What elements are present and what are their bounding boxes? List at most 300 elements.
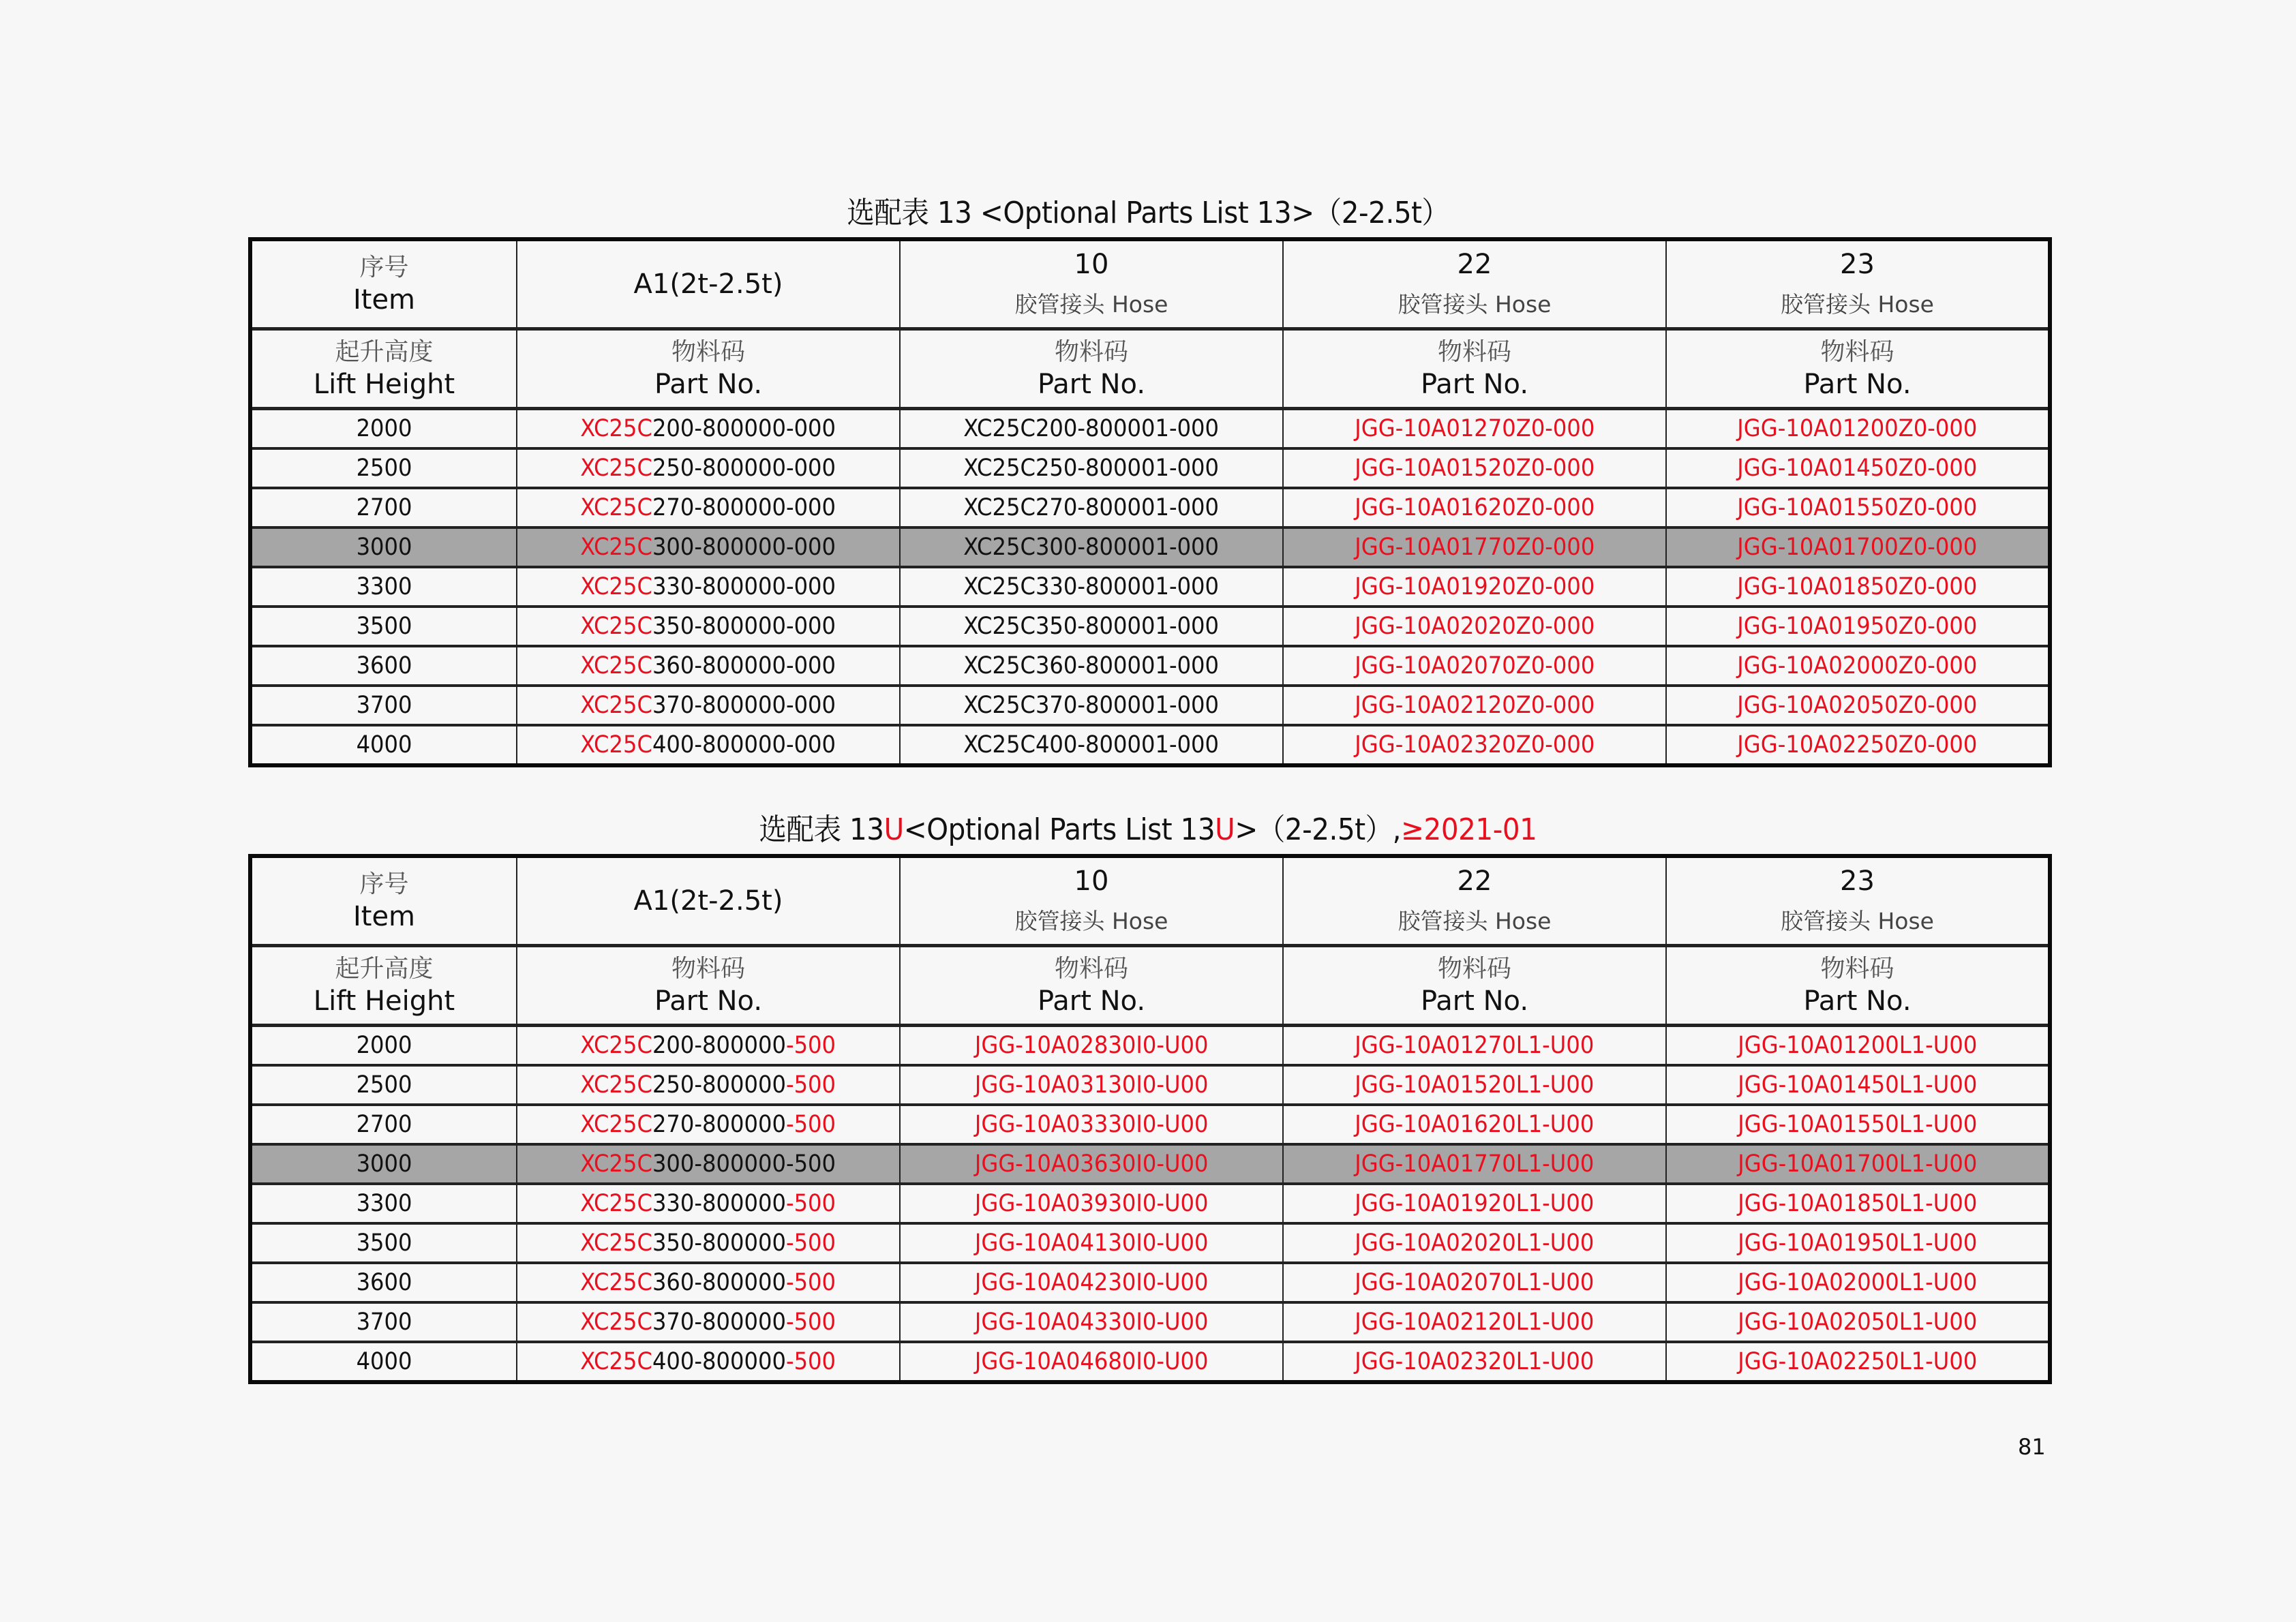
col10-partno-cell-text bbox=[975, 1229, 1209, 1257]
optional-parts-table-13 bbox=[248, 237, 2052, 767]
col10-partno-cell-text bbox=[975, 1269, 1209, 1296]
lift-height-header bbox=[250, 946, 517, 1026]
column-number: 22 bbox=[1457, 249, 1492, 280]
col10-partno-cell bbox=[900, 646, 1283, 686]
item-header-cell bbox=[250, 856, 517, 946]
a1-partno-cell bbox=[517, 686, 900, 725]
col22-partno-cell-text bbox=[1355, 1190, 1594, 1217]
table-row bbox=[250, 448, 2050, 488]
cell-segment: JGG-10A02070L1-U00 bbox=[1355, 1269, 1595, 1296]
partno-label-en: Part No. bbox=[1420, 369, 1529, 400]
col22-partno-cell-text bbox=[1355, 1071, 1594, 1099]
col22-partno-cell-text bbox=[1355, 494, 1595, 521]
cell-segment: JGG-10A01270Z0-000 bbox=[1354, 415, 1595, 442]
cell-segment: XC25C bbox=[580, 1229, 653, 1257]
cell-segment: -500 bbox=[786, 1190, 836, 1217]
a1-partno-cell-text bbox=[581, 494, 836, 521]
cell-segment: XC25C370-800001-000 bbox=[963, 692, 1220, 719]
a1-partno-cell-text bbox=[581, 573, 836, 600]
col10-partno-cell-text bbox=[964, 573, 1220, 600]
col10-partno-cell bbox=[900, 488, 1283, 527]
partno-header bbox=[517, 329, 900, 409]
a1-partno-cell-text bbox=[581, 1309, 836, 1336]
partno-header bbox=[1283, 946, 1666, 1026]
cell-segment: XC25C bbox=[580, 613, 653, 640]
lift-height-cell-text bbox=[357, 1309, 412, 1336]
col23-partno-cell bbox=[1666, 686, 2050, 725]
col10-partno-cell bbox=[900, 607, 1283, 646]
col10-partno-cell-text bbox=[964, 692, 1220, 719]
cell-segment: 4000 bbox=[356, 1348, 412, 1375]
cell-segment: XC25C bbox=[580, 1269, 653, 1296]
cell-segment: 3500 bbox=[356, 613, 412, 640]
col10-partno-cell-text bbox=[975, 1150, 1209, 1178]
col10-partno-cell-text bbox=[975, 1111, 1209, 1138]
item-header-cell bbox=[250, 239, 517, 329]
header-row-partno bbox=[250, 329, 2050, 409]
cell-segment: 360-800000-000 bbox=[652, 652, 836, 679]
col22-partno-cell bbox=[1283, 1302, 1666, 1342]
cell-segment: XC25C360-800001-000 bbox=[963, 652, 1220, 679]
partno-header bbox=[900, 329, 1283, 409]
col22-partno-cell bbox=[1283, 409, 1666, 449]
col22-partno-cell-text bbox=[1355, 455, 1595, 482]
a1-partno-cell-text bbox=[581, 415, 836, 442]
cell-segment: 330-800000 bbox=[652, 1190, 787, 1217]
cell-segment: JGG-10A02050L1-U00 bbox=[1737, 1309, 1978, 1336]
col23-partno-cell-text bbox=[1738, 1150, 1977, 1178]
lift-height-cell-text bbox=[357, 692, 412, 719]
col22-partno-cell bbox=[1283, 686, 1666, 725]
col23-partno-cell bbox=[1666, 1263, 2050, 1302]
col23-partno-cell-text bbox=[1737, 731, 1977, 759]
cell-segment: -500 bbox=[786, 1071, 836, 1099]
a1-partno-cell-text bbox=[581, 1190, 836, 1217]
partno-header bbox=[1666, 946, 2050, 1026]
col23-partno-cell-text bbox=[1738, 1190, 1977, 1217]
partno-header bbox=[1283, 329, 1666, 409]
cell-segment: 2700 bbox=[356, 494, 412, 521]
partno-label-cn: 物料码 bbox=[671, 955, 745, 983]
a1-partno-cell-text bbox=[581, 1150, 836, 1178]
cell-segment: JGG-10A02000L1-U00 bbox=[1737, 1269, 1978, 1296]
cell-segment: JGG-10A01200Z0-000 bbox=[1737, 415, 1978, 442]
partno-label-en: Part No. bbox=[1803, 985, 1912, 1017]
cell-segment: 370-800000 bbox=[652, 1309, 787, 1336]
cell-segment: 300-800000-500 bbox=[652, 1150, 836, 1178]
a1-partno-cell-text bbox=[581, 1071, 836, 1099]
cell-segment: JGG-10A03330I0-U00 bbox=[974, 1111, 1209, 1138]
col10-partno-cell bbox=[900, 725, 1283, 765]
optional-parts-table-13u bbox=[248, 854, 2052, 1384]
header-row-partno bbox=[250, 946, 2050, 1026]
lift-height-cell-text bbox=[357, 1071, 412, 1099]
title-segment: 选配表 13 bbox=[759, 812, 884, 847]
table-row bbox=[250, 686, 2050, 725]
table-1-title bbox=[320, 194, 1976, 232]
partno-label-cn: 物料码 bbox=[1437, 955, 1511, 983]
cell-segment: JGG-10A01200L1-U00 bbox=[1737, 1032, 1978, 1059]
col10-partno-cell bbox=[900, 686, 1283, 725]
cell-segment: JGG-10A01270L1-U00 bbox=[1355, 1032, 1595, 1059]
cell-segment: 200-800000-000 bbox=[652, 415, 836, 442]
cell-segment: JGG-10A01920L1-U00 bbox=[1355, 1190, 1595, 1217]
cell-segment: 3300 bbox=[356, 1190, 412, 1217]
cell-segment: 270-800000 bbox=[652, 1111, 787, 1138]
col10-partno-cell-text bbox=[964, 415, 1220, 442]
lift-height-cell-text bbox=[357, 613, 412, 640]
cell-segment: 300-800000-000 bbox=[652, 534, 836, 561]
col10-partno-cell bbox=[900, 448, 1283, 488]
col23-partno-cell-text bbox=[1737, 455, 1977, 482]
col10-partno-cell-text bbox=[975, 1190, 1209, 1217]
table-row bbox=[250, 646, 2050, 686]
col10-partno-cell bbox=[900, 1223, 1283, 1263]
cell-segment: XC25C270-800001-000 bbox=[963, 494, 1220, 521]
partno-label-en: Part No. bbox=[1037, 369, 1146, 400]
cell-segment: XC25C bbox=[580, 1071, 653, 1099]
a1-partno-cell-text bbox=[581, 731, 836, 759]
column-number: 23 bbox=[1840, 249, 1875, 280]
a1-partno-cell bbox=[517, 1184, 900, 1223]
cell-segment: 3700 bbox=[356, 1309, 412, 1336]
lift-height-cell-text bbox=[357, 1150, 412, 1178]
col22-partno-cell-text bbox=[1355, 1032, 1594, 1059]
cell-segment: 4000 bbox=[356, 731, 412, 759]
cell-segment: 370-800000-000 bbox=[652, 692, 836, 719]
col23-partno-cell-text bbox=[1738, 1032, 1977, 1059]
a1-partno-cell bbox=[517, 527, 900, 567]
col23-partno-cell bbox=[1666, 1144, 2050, 1184]
lift-height-cell bbox=[250, 1105, 517, 1144]
cell-segment: -500 bbox=[786, 1032, 836, 1059]
cell-segment: 270-800000-000 bbox=[652, 494, 836, 521]
cell-segment: JGG-10A02020Z0-000 bbox=[1354, 613, 1595, 640]
col23-partno-cell bbox=[1666, 725, 2050, 765]
col22-partno-cell-text bbox=[1355, 573, 1595, 600]
lift-height-cell-text bbox=[357, 415, 412, 442]
partno-header bbox=[1666, 329, 2050, 409]
column-22-header bbox=[1283, 239, 1666, 329]
cell-segment: XC25C330-800001-000 bbox=[963, 573, 1220, 600]
a1-partno-cell-text bbox=[581, 1111, 836, 1138]
cell-segment: JGG-10A02120L1-U00 bbox=[1355, 1309, 1595, 1336]
item-label-cn: 序号 bbox=[359, 870, 409, 898]
header-row-item bbox=[250, 239, 2050, 329]
col23-partno-cell bbox=[1666, 1105, 2050, 1144]
cell-segment: JGG-10A02020L1-U00 bbox=[1355, 1229, 1595, 1257]
column-desc: 胶管接头 Hose bbox=[1781, 291, 1934, 318]
lift-height-cell bbox=[250, 1302, 517, 1342]
column-23-header bbox=[1666, 239, 2050, 329]
lift-height-cell bbox=[250, 1026, 517, 1066]
lift-height-cell-text bbox=[357, 1190, 412, 1217]
a1-partno-cell bbox=[517, 1302, 900, 1342]
col10-partno-cell bbox=[900, 1144, 1283, 1184]
cell-segment: JGG-10A01550L1-U00 bbox=[1737, 1111, 1978, 1138]
lift-height-cell-text bbox=[357, 652, 412, 679]
partno-label-en: Part No. bbox=[1420, 985, 1529, 1017]
a1-partno-cell-text bbox=[581, 692, 836, 719]
model-label: A1(2t-2.5t) bbox=[633, 269, 783, 300]
cell-segment: JGG-10A01770L1-U00 bbox=[1355, 1150, 1595, 1178]
cell-segment: -500 bbox=[786, 1348, 836, 1375]
col22-partno-cell-text bbox=[1355, 534, 1595, 561]
a1-partno-cell bbox=[517, 1263, 900, 1302]
lift-height-cell bbox=[250, 1144, 517, 1184]
table-row bbox=[250, 1263, 2050, 1302]
col10-partno-cell bbox=[900, 1184, 1283, 1223]
header-row-item bbox=[250, 856, 2050, 946]
col23-partno-cell bbox=[1666, 1223, 2050, 1263]
cell-segment: JGG-10A01520Z0-000 bbox=[1354, 455, 1595, 482]
item-label-en: Item bbox=[352, 901, 416, 932]
cell-segment: JGG-10A02070Z0-000 bbox=[1354, 652, 1595, 679]
a1-partno-cell-text bbox=[581, 534, 836, 561]
table-row bbox=[250, 1026, 2050, 1066]
partno-label-cn: 物料码 bbox=[1820, 338, 1894, 366]
cell-segment: JGG-10A02000Z0-000 bbox=[1737, 652, 1978, 679]
partno-label-en: Part No. bbox=[1803, 369, 1912, 400]
col10-partno-cell bbox=[900, 1026, 1283, 1066]
col10-partno-cell bbox=[900, 1302, 1283, 1342]
col10-partno-cell-text bbox=[964, 534, 1220, 561]
cell-segment: JGG-10A01950Z0-000 bbox=[1737, 613, 1978, 640]
col23-partno-cell-text bbox=[1737, 652, 1977, 679]
col23-partno-cell-text bbox=[1738, 1269, 1977, 1296]
col10-partno-cell bbox=[900, 567, 1283, 607]
a1-partno-cell-text bbox=[581, 613, 836, 640]
a1-partno-cell-text bbox=[581, 1032, 836, 1059]
cell-segment: JGG-10A01550Z0-000 bbox=[1737, 494, 1978, 521]
lift-height-cell-text bbox=[357, 731, 412, 759]
lift-height-cell-text bbox=[357, 1269, 412, 1296]
a1-partno-cell bbox=[517, 607, 900, 646]
cell-segment: 2500 bbox=[356, 1071, 412, 1099]
cell-segment: JGG-10A04680I0-U00 bbox=[974, 1348, 1209, 1375]
cell-segment: 3500 bbox=[356, 1229, 412, 1257]
cell-segment: 400-800000-000 bbox=[652, 731, 836, 759]
cell-segment: JGG-10A01700Z0-000 bbox=[1737, 534, 1978, 561]
lift-height-cell bbox=[250, 527, 517, 567]
page-number: 81 bbox=[2018, 1434, 2046, 1460]
col22-partno-cell bbox=[1283, 1223, 1666, 1263]
a1-partno-cell bbox=[517, 1105, 900, 1144]
lift-height-cell bbox=[250, 1263, 517, 1302]
table-row bbox=[250, 1342, 2050, 1382]
lift-height-cell bbox=[250, 1184, 517, 1223]
lift-height-cell-text bbox=[357, 573, 412, 600]
col22-partno-cell bbox=[1283, 567, 1666, 607]
cell-segment: 3700 bbox=[356, 692, 412, 719]
col23-partno-cell-text bbox=[1738, 1348, 1977, 1375]
table-row bbox=[250, 1184, 2050, 1223]
a1-partno-cell bbox=[517, 1065, 900, 1105]
cell-segment: JGG-10A01850Z0-000 bbox=[1737, 573, 1978, 600]
cell-segment: XC25C bbox=[580, 1348, 653, 1375]
a1-partno-cell bbox=[517, 1144, 900, 1184]
col23-partno-cell-text bbox=[1738, 1111, 1977, 1138]
title-segment: U bbox=[883, 812, 904, 847]
cell-segment: JGG-10A01620L1-U00 bbox=[1355, 1111, 1595, 1138]
table-row bbox=[250, 1302, 2050, 1342]
col10-partno-cell-text bbox=[964, 731, 1220, 759]
col23-partno-cell bbox=[1666, 409, 2050, 449]
lift-height-cell-text bbox=[357, 494, 412, 521]
cell-segment: -500 bbox=[786, 1269, 836, 1296]
partno-label-cn: 物料码 bbox=[1437, 338, 1511, 366]
column-desc: 胶管接头 Hose bbox=[1781, 908, 1934, 934]
cell-segment: XC25C bbox=[580, 455, 653, 482]
lift-height-cell bbox=[250, 1065, 517, 1105]
col10-partno-cell-text bbox=[975, 1032, 1209, 1059]
col22-partno-cell-text bbox=[1355, 1309, 1594, 1336]
column-desc: 胶管接头 Hose bbox=[1014, 291, 1168, 318]
a1-partno-cell-text bbox=[581, 1269, 836, 1296]
cell-segment: XC25C bbox=[580, 1190, 653, 1217]
table-row bbox=[250, 1223, 2050, 1263]
a1-partno-cell bbox=[517, 1223, 900, 1263]
a1-partno-cell bbox=[517, 725, 900, 765]
cell-segment: 2500 bbox=[356, 455, 412, 482]
cell-segment: XC25C bbox=[580, 1150, 653, 1178]
cell-segment: 250-800000-000 bbox=[652, 455, 836, 482]
cell-segment: 3600 bbox=[356, 1269, 412, 1296]
col22-partno-cell bbox=[1283, 607, 1666, 646]
cell-segment: 200-800000 bbox=[652, 1032, 787, 1059]
col23-partno-cell-text bbox=[1737, 613, 1977, 640]
cell-segment: JGG-10A02250Z0-000 bbox=[1737, 731, 1978, 759]
table-row bbox=[250, 725, 2050, 765]
table-row bbox=[250, 567, 2050, 607]
column-desc: 胶管接头 Hose bbox=[1014, 908, 1168, 934]
title-segment: >（2-2.5t）, bbox=[1235, 812, 1402, 847]
col10-partno-cell bbox=[900, 1263, 1283, 1302]
a1-partno-cell bbox=[517, 409, 900, 449]
cell-segment: JGG-10A01450Z0-000 bbox=[1737, 455, 1978, 482]
lift-height-cell bbox=[250, 409, 517, 449]
a1-partno-cell bbox=[517, 1342, 900, 1382]
lift-label-en: Lift Height bbox=[313, 369, 455, 400]
title-segment: ≥2021-01 bbox=[1401, 812, 1537, 847]
col10-partno-cell bbox=[900, 409, 1283, 449]
lift-label-cn: 起升高度 bbox=[335, 955, 434, 983]
col22-partno-cell bbox=[1283, 1026, 1666, 1066]
col10-partno-cell-text bbox=[975, 1071, 1209, 1099]
col23-partno-cell bbox=[1666, 567, 2050, 607]
cell-segment: 330-800000-000 bbox=[652, 573, 836, 600]
table-row bbox=[250, 1065, 2050, 1105]
table-row bbox=[250, 607, 2050, 646]
cell-segment: 2000 bbox=[356, 1032, 412, 1059]
a1-partno-cell bbox=[517, 448, 900, 488]
cell-segment: JGG-10A04230I0-U00 bbox=[974, 1269, 1209, 1296]
cell-segment: JGG-10A03130I0-U00 bbox=[974, 1071, 1209, 1099]
model-label: A1(2t-2.5t) bbox=[633, 885, 783, 917]
a1-partno-cell-text bbox=[581, 1348, 836, 1375]
table-row bbox=[250, 1105, 2050, 1144]
a1-partno-cell-text bbox=[581, 652, 836, 679]
column-number: 22 bbox=[1457, 866, 1492, 897]
col22-partno-cell bbox=[1283, 1065, 1666, 1105]
column-10-header bbox=[900, 856, 1283, 946]
column-number: 10 bbox=[1074, 249, 1109, 280]
cell-segment: 350-800000-000 bbox=[652, 613, 836, 640]
column-10-header bbox=[900, 239, 1283, 329]
col22-partno-cell-text bbox=[1355, 613, 1595, 640]
partno-header bbox=[517, 946, 900, 1026]
col10-partno-cell bbox=[900, 527, 1283, 567]
column-22-header bbox=[1283, 856, 1666, 946]
col23-partno-cell-text bbox=[1738, 1229, 1977, 1257]
title-segment: <Optional Parts List 13 bbox=[903, 812, 1215, 847]
col23-partno-cell bbox=[1666, 1026, 2050, 1066]
lift-height-cell-text bbox=[357, 1229, 412, 1257]
col23-partno-cell bbox=[1666, 1342, 2050, 1382]
col10-partno-cell-text bbox=[964, 613, 1220, 640]
cell-segment: JGG-10A01850L1-U00 bbox=[1737, 1190, 1978, 1217]
col22-partno-cell-text bbox=[1355, 415, 1595, 442]
partno-label-en: Part No. bbox=[654, 369, 763, 400]
col23-partno-cell-text bbox=[1737, 573, 1977, 600]
col10-partno-cell-text bbox=[964, 455, 1220, 482]
col22-partno-cell bbox=[1283, 527, 1666, 567]
col23-partno-cell-text bbox=[1737, 534, 1977, 561]
lift-height-cell-text bbox=[357, 1111, 412, 1138]
column-number: 23 bbox=[1840, 866, 1875, 897]
col22-partno-cell-text bbox=[1355, 731, 1595, 759]
a1-partno-cell-text bbox=[581, 455, 836, 482]
cell-segment: 360-800000 bbox=[652, 1269, 787, 1296]
cell-segment: XC25C bbox=[580, 652, 653, 679]
cell-segment: 3300 bbox=[356, 573, 412, 600]
col23-partno-cell bbox=[1666, 1065, 2050, 1105]
lift-height-cell bbox=[250, 607, 517, 646]
model-header-cell bbox=[517, 856, 900, 946]
col10-partno-cell-text bbox=[964, 652, 1220, 679]
col10-partno-cell bbox=[900, 1342, 1283, 1382]
item-label-cn: 序号 bbox=[359, 254, 409, 281]
lift-label-cn: 起升高度 bbox=[335, 338, 434, 366]
partno-label-cn: 物料码 bbox=[1820, 955, 1894, 983]
cell-segment: JGG-10A02320Z0-000 bbox=[1354, 731, 1595, 759]
table-row bbox=[250, 527, 2050, 567]
table-2-title bbox=[320, 811, 1976, 849]
lift-height-cell-text bbox=[357, 1032, 412, 1059]
cell-segment: -500 bbox=[786, 1309, 836, 1336]
cell-segment: JGG-10A04130I0-U00 bbox=[974, 1229, 1209, 1257]
column-number: 10 bbox=[1074, 866, 1109, 897]
cell-segment: XC25C bbox=[580, 534, 653, 561]
col22-partno-cell-text bbox=[1355, 1150, 1594, 1178]
col23-partno-cell bbox=[1666, 1302, 2050, 1342]
col22-partno-cell bbox=[1283, 725, 1666, 765]
lift-height-cell bbox=[250, 646, 517, 686]
lift-height-cell bbox=[250, 448, 517, 488]
a1-partno-cell bbox=[517, 488, 900, 527]
col23-partno-cell bbox=[1666, 1184, 2050, 1223]
col23-partno-cell bbox=[1666, 646, 2050, 686]
col22-partno-cell-text bbox=[1355, 1348, 1594, 1375]
lift-height-cell bbox=[250, 567, 517, 607]
col10-partno-cell bbox=[900, 1105, 1283, 1144]
column-23-header bbox=[1666, 856, 2050, 946]
col10-partno-cell bbox=[900, 1065, 1283, 1105]
model-header-cell bbox=[517, 239, 900, 329]
cell-segment: JGG-10A02830I0-U00 bbox=[974, 1032, 1209, 1059]
partno-label-cn: 物料码 bbox=[1054, 955, 1128, 983]
lift-height-cell-text bbox=[357, 534, 412, 561]
